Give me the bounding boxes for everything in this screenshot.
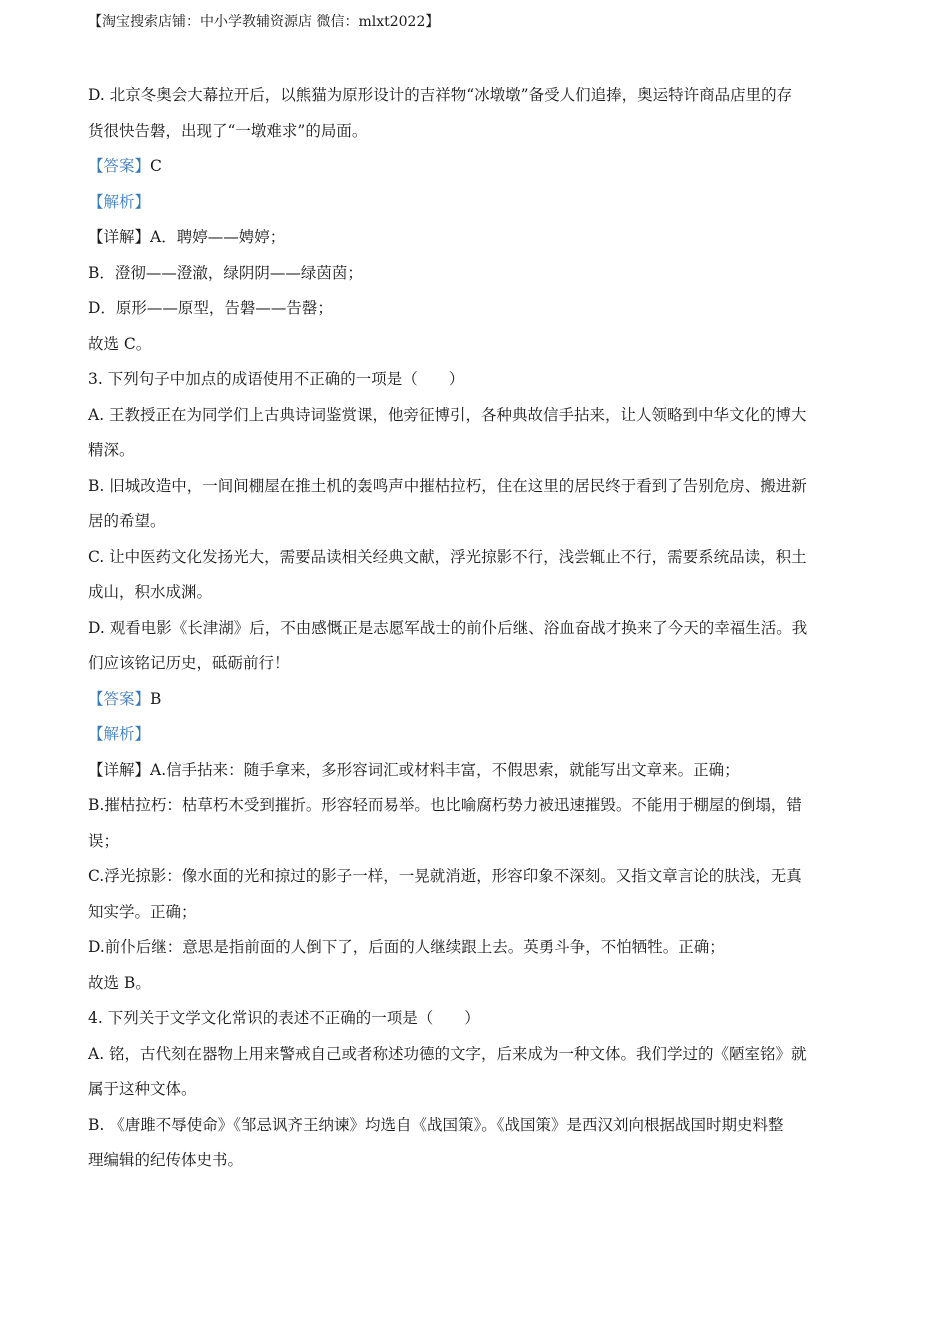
q2-option-d-line1: D. 北京冬奥会大幕拉开后，以熊猫为原形设计的吉祥物“冰墩墩”备受人们追捧，奥运特许商品店里的存 (88, 86, 793, 104)
q3-answer (88, 682, 863, 718)
q3-option-b-line2: 居的希望。 (88, 512, 166, 530)
q3-detail-b-line2: 误； (88, 831, 120, 850)
q3-detail-b-line1: B.摧枯拉朽：枯草朽木受到摧折。形容轻而易举。也比喻腐朽势力被迅速摧毁。不能用于棚屋的倒塌，错 (88, 796, 802, 814)
q3-option-c-line2: 成山，积水成渊。 (88, 583, 213, 601)
q3-analysis-label: 【解析】 (88, 725, 151, 743)
q3-detail-c-line1: C.浮光掠影：像水面的光和掠过的影子一样，一晃就消逝，形容印象不深刻。又指文章言论的肤浅，无真 (88, 867, 802, 885)
q2-option-d-line2: 货很快告磐，出现了“一墩难求”的局面。 (88, 121, 368, 140)
document-body (88, 78, 863, 1179)
q3-option-c-line1: C. 让中医药文化发扬光大，需要品读相关经典文献，浮光掠影不行，浅尝辄止不行，需要系统品读，积土 (88, 547, 807, 566)
q3-option-d-line2: 们应该铭记历史，砥砺前行！ (88, 654, 290, 672)
q4-option-b-line1: B. 《唐雎不辱使命》《邹忌讽齐王纳谏》均选自《战国策》。《战国策》是西汉刘向根据战国时期史料整 (88, 1115, 784, 1134)
q2-detail-a (88, 220, 863, 256)
q2-detail-d: D．原形——原型，告磐——告罄； (88, 299, 333, 317)
answer-label: 【答案】 (88, 689, 151, 708)
detail-text: A．聘婷——娉婷； (150, 228, 286, 246)
q3-detail-c-line2: 知实学。正确； (88, 902, 197, 921)
answer-value: B (150, 689, 162, 708)
q3-option-a-line1: A. 王教授正在为同学们上古典诗词鉴赏课，他旁征博引，各种典故信手拈来，让人领略到中华文化的博大 (88, 405, 807, 424)
detail-label: 【详解】 (88, 228, 151, 246)
q2-analysis-label: 【解析】 (88, 192, 151, 211)
q2-conclusion: 故选 C。 (88, 334, 152, 353)
q4-stem: 4. 下列关于文学文化常识的表述不正确的一项是（ ） (88, 1009, 480, 1027)
q3-detail-a (88, 753, 863, 789)
detail-text: A.信手拈来：随手拿来，多形容词汇或材料丰富，不假思索，就能写出文章来。正确； (150, 760, 740, 779)
q2-detail-b: B．澄彻——澄澈，绿阴阴——绿茵茵； (88, 263, 363, 282)
q3-detail-d: D.前仆后继：意思是指前面的人倒下了，后面的人继续跟上去。英勇斗争，不怕牺牲。正确； (88, 938, 725, 956)
q3-conclusion: 故选 B。 (88, 973, 151, 992)
q2-answer (88, 149, 863, 185)
q4-option-a-line2: 属于这种文体。 (88, 1080, 197, 1098)
page-header: 【淘宝搜索店铺：中小学教辅资源店 微信：mlxt2022】 (88, 14, 440, 30)
q3-stem: 3. 下列句子中加点的成语使用不正确的一项是（ ） (88, 370, 465, 388)
detail-label: 【详解】 (88, 760, 151, 779)
q4-option-a-line1: A. 铭，古代刻在器物上用来警戒自己或者称述功德的文字，后来成为一种文体。我们学过的《陋室铭》就 (88, 1044, 807, 1063)
q3-option-b-line1: B. 旧城改造中，一间间棚屋在推土机的轰鸣声中摧枯拉朽，住在这里的居民终于看到了告别危房、搬进新 (88, 476, 807, 495)
answer-label: 【答案】 (88, 157, 151, 175)
q3-option-d-line1: D. 观看电影《长津湖》后，不由感慨正是志愿军战士的前仆后继、浴血奋战才换来了今天的幸福生活。我 (88, 618, 808, 637)
q4-option-b-line2: 理编辑的纪传体史书。 (88, 1151, 244, 1169)
q3-option-a-line2: 精深。 (88, 441, 135, 459)
answer-value: C (150, 157, 162, 175)
